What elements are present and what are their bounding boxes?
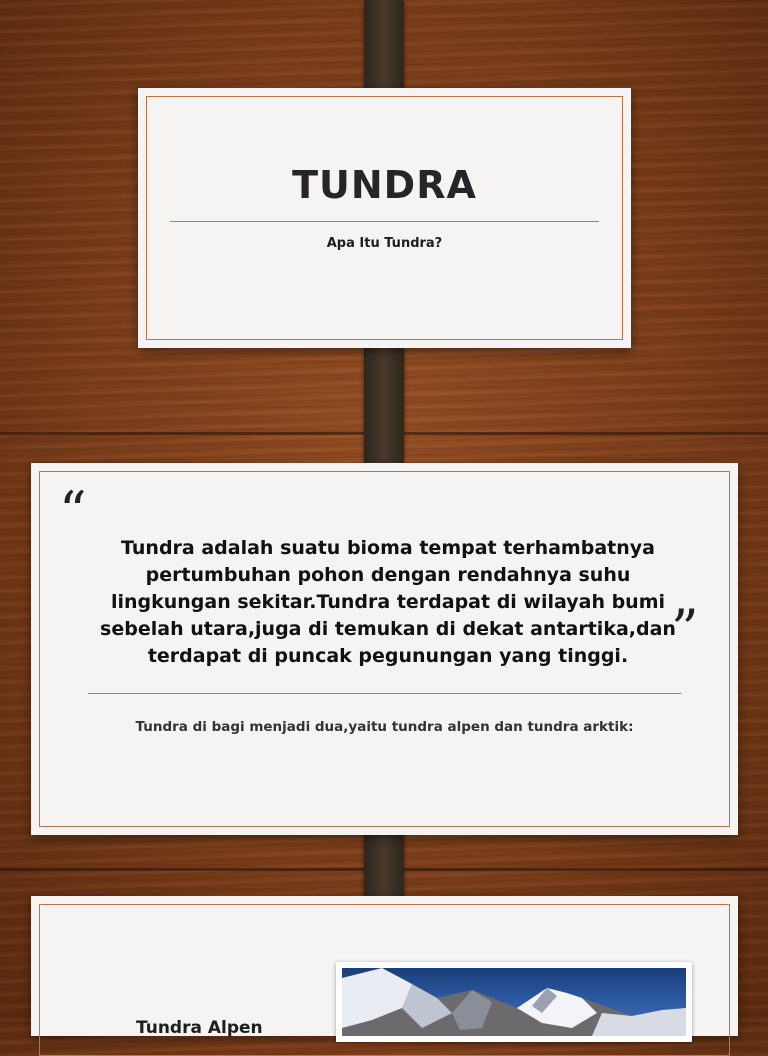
mountain-photo[interactable] — [336, 962, 692, 1042]
snowy-mountain-icon — [342, 968, 686, 1036]
quote-divider — [88, 693, 681, 694]
quote-line: terdapat di puncak pegunungan yang tinggi. — [147, 645, 629, 667]
tundra-alpen-label: Tundra Alpen — [136, 1018, 263, 1038]
open-quote-icon: “ — [59, 480, 87, 543]
title-divider — [170, 221, 599, 222]
quote-note: Tundra di bagi menjadi dua,yaitu tundra alpen dan tundra arktik: — [135, 719, 634, 735]
title-slide[interactable] — [138, 88, 631, 348]
slide-title: TUNDRA — [292, 163, 477, 207]
quote-line: sebelah utara,juga di temukan di dekat antartika,dan — [100, 618, 676, 640]
quote-slide[interactable] — [31, 463, 738, 835]
quote-line: lingkungan sekitar.Tundra terdapat di wilayah bumi — [110, 591, 666, 613]
quote-text — [93, 535, 683, 670]
tundra-alpen-slide[interactable] — [31, 896, 738, 1036]
slide-strap — [364, 328, 404, 481]
slide-frame — [146, 96, 623, 340]
mountain-photo-image — [342, 968, 686, 1036]
slide-subtitle: Apa Itu Tundra? — [326, 236, 443, 251]
close-quote-icon: ” — [671, 598, 699, 661]
quote-line: pertumbuhan pohon dengan rendahnya suhu — [145, 564, 631, 586]
quote-line: Tundra adalah suatu bioma tempat terhambatnya — [121, 537, 655, 559]
